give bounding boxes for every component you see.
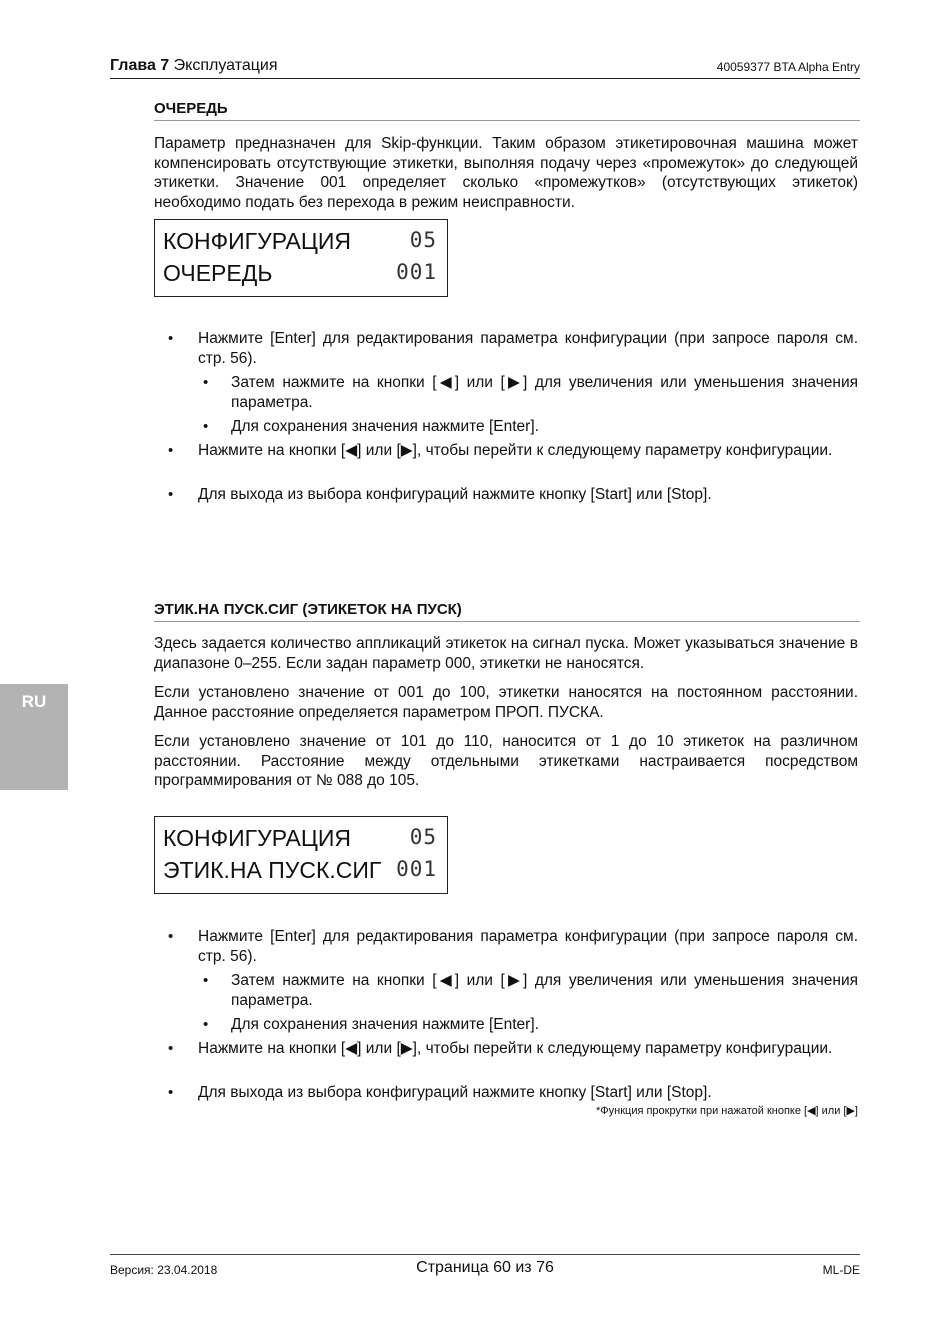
list-item: • Для сохранения значения нажмите [Enter]. <box>203 418 539 435</box>
display-label: ЭТИК.НА ПУСК.СИГ <box>163 857 382 883</box>
display-label: ОЧЕРЕДЬ <box>163 260 273 286</box>
list-item: • Для выхода из выбора конфигураций нажмите кнопку [Start] или [Stop]. <box>168 486 712 503</box>
bullet-icon: • <box>203 972 209 989</box>
page-number: Страница 60 из 76 <box>416 1259 554 1276</box>
section-title-queue: ОЧЕРЕДЬ <box>154 100 860 121</box>
list-item: • Нажмите на кнопки [◀] или [▶], чтобы перейти к следующему параметру конфигурации. <box>168 442 833 459</box>
display-row-2 <box>163 857 437 889</box>
page-footer <box>110 1254 860 1284</box>
bullet-icon: • <box>203 1016 209 1033</box>
display-row-2 <box>163 260 437 292</box>
display-label: КОНФИГУРАЦИЯ <box>163 825 352 851</box>
list-item: • Для сохранения значения нажмите [Enter]. <box>203 1016 539 1033</box>
display-value: 05 <box>409 228 437 252</box>
page-header <box>110 55 860 79</box>
section-title-labels-per-start: ЭТИК.НА ПУСК.СИГ (ЭТИКЕТОК НА ПУСК) <box>154 601 860 622</box>
display-panel-queue <box>154 219 448 297</box>
display-value: 001 <box>396 857 437 881</box>
display-panel-labels-per-start <box>154 816 448 894</box>
display-row-1 <box>163 825 437 857</box>
bullet-icon: • <box>168 928 174 945</box>
list-item: • Нажмите [Enter] для редактирования параметра конфигурации (при запросе пароля см. стр. 56). <box>168 330 858 367</box>
version-date: Версия: 23.04.2018 <box>110 1263 218 1277</box>
chapter-name: Эксплуатация <box>169 57 278 74</box>
display-value: 05 <box>409 825 437 849</box>
section-labels-paragraph-2: Если установлено значение от 001 до 100, этикетки наносятся на постоянном расстоянии. Данное расстояние определяется параметром ПРОП. ПУСКА. <box>154 684 858 721</box>
language-tab <box>0 684 68 790</box>
list-item: • Для выхода из выбора конфигураций нажмите кнопку [Start] или [Stop]. <box>168 1084 712 1101</box>
list-item: • Затем нажмите на кнопки [◀] или [▶] для увеличения или уменьшения значения параметра. <box>203 374 858 411</box>
bullet-icon: • <box>168 442 174 459</box>
list-item: • Затем нажмите на кнопки [◀] или [▶] для увеличения или уменьшения значения параметра. <box>203 972 858 1009</box>
bullet-icon: • <box>203 418 209 435</box>
section-queue-paragraph: Параметр предназначен для Skip-функции. Таким образом этикетировочная машина может компенсировать отсутствующие этикетки, выполняя подачу через «промежуток» до следующей этикетки. Значение 001 определяет сколько «промежутков» (отсутствующих этикеток) необходимо подать без перехода в режим неисправности. <box>154 135 858 211</box>
list-item: • Нажмите [Enter] для редактирования параметра конфигурации (при запросе пароля см. стр. 56). <box>168 928 858 965</box>
list-item: • Нажмите на кнопки [◀] или [▶], чтобы перейти к следующему параметру конфигурации. <box>168 1040 833 1057</box>
document-id: 40059377 BTA Alpha Entry <box>716 60 860 74</box>
display-row-1 <box>163 228 437 260</box>
display-label: КОНФИГУРАЦИЯ <box>163 228 352 254</box>
section-labels-paragraph-1: Здесь задается количество аппликаций этикеток на сигнал пуска. Может указываться значение в диапазоне 0–255. Если задан параметр 000, этикетки не наносятся. <box>154 635 858 672</box>
bullet-icon: • <box>203 374 209 391</box>
footnote: *Функция прокрутки при нажатой кнопке [◀] или [▶] <box>595 1105 858 1117</box>
language-tab-label: RU <box>21 692 47 711</box>
chapter-number: Глава 7 <box>110 57 170 74</box>
chapter-title <box>110 57 278 75</box>
bullet-icon: • <box>168 486 174 503</box>
section-labels-paragraph-3: Если установлено значение от 101 до 110, наносится от 1 до 10 этикеток на различном расстоянии. Расстояние между отдельными этикетками настраивается посредством программирования от № 088 до 105. <box>154 733 858 789</box>
bullet-icon: • <box>168 1084 174 1101</box>
display-value: 001 <box>396 260 437 284</box>
bullet-icon: • <box>168 1040 174 1057</box>
bullet-icon: • <box>168 330 174 347</box>
footer-code: ML-DE <box>822 1263 860 1277</box>
